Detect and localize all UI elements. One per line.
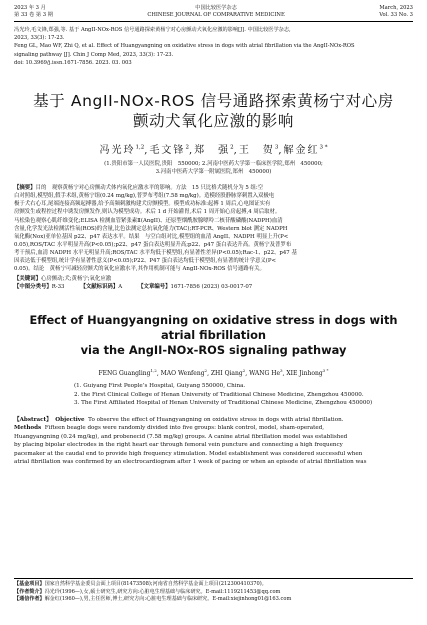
header-divider: [14, 21, 413, 22]
abstract-en-label: 【Abstract】: [14, 417, 52, 424]
title-en-line: Effect of Huangyangning on oxidative stress in dogs with atrial fibrillation: [29, 313, 398, 343]
keywords-label: 【关键词】: [14, 276, 41, 283]
journal-name-cn: 中国比较医学杂志: [195, 5, 237, 11]
affiliations-cn: [14, 161, 413, 176]
objective-label: Objective: [55, 417, 85, 424]
abstract-en: [14, 416, 413, 466]
abstract-cn-line: 0.05),ROS/TAC 水平明显升高(P<0.05);p22、p47 蛋白表达明显升高;p22、p47 蛋白表达升高。黄杨宁及普罗布: [14, 241, 292, 248]
abstract-en-line: 【Abstract】 Objective To observe the effect of Huangyangning on oxidative stress in dogs with atrial fibrillation.: [14, 417, 344, 424]
author-name: 冯光玲: [99, 145, 136, 157]
affiliation-en-line: 3. The First Affiliated Hospital of Henan University of Traditional Chinese Medicine, Zhengzhou 450000): [74, 400, 373, 407]
keywords-text: 心房颤动;犬;黄杨宁;氧化应激: [40, 276, 112, 283]
abstract-cn-line: 含量,化学发光法检测活性氧(ROS)的含量,比色法测定总抗氧化能力(TAC);RT-PCR、Western blot 测定 NADPH: [14, 225, 288, 232]
keywords-cn: [14, 275, 413, 283]
abstract-en-line: pacemaker at the caudal end to provide high frequency stimulation. Model establishment was considered successful when: [14, 450, 363, 457]
header-right: [379, 5, 413, 19]
affiliations-en: [14, 382, 413, 408]
author-affil-mark: 2: [230, 144, 234, 151]
authors-en: FENG Guangling$^{1,2}$, MAO Wenfeng$^2$, ZHI Qiang$^2$, WANG He$^3$, XIE Jinhong$^{3 *}$: [98, 368, 329, 378]
abstract-cn-line: 因表达低于模型组,统计学有显著性意义(P<0.05);P22、P47 蛋白表达均低于模型组,有显著的统计学意义(P<: [14, 258, 276, 265]
author-affil-mark: 1,2: [135, 144, 145, 151]
abstract-cn: [14, 184, 413, 273]
author-affil-mark: 2: [185, 144, 189, 151]
header-volume: 第 33 卷 第 3 期: [14, 12, 53, 18]
abstract-cn-line: 极于犬右心耳,尾端连接高频起搏器,给予高频刺激构建犬房颤模型。模型成功标准:起搏 1 周后,心电图证实有: [14, 201, 271, 208]
affiliation-en-line: 2. the First Clinical College of Henan University of Traditional Chinese Medicine, Zhengzhou 450000.: [74, 391, 364, 398]
running-header: [14, 0, 413, 19]
footnotes: [14, 578, 413, 604]
header-left: [14, 5, 53, 19]
affiliation-line: 3.河南中医药大学第一附属医院,郑州 450000): [155, 168, 272, 175]
affiliation-en-line: (1. Guiyang First People’s Hospital, Guiyang 550000, China.: [74, 383, 246, 390]
abstract-en-line: atrial fibrillation was confirmed by an electrocardiogram after 1 week of pacing or when an episode of atrial fibrillation was: [14, 459, 367, 466]
abstract-cn-line: 马松染色观察心肌纤维变化;ELISA 检测血管紧张素Ⅱ(AngII)、还原型烟酰胺腺嘌呤二核苷酸磷酸(NADPH)血清: [14, 217, 283, 224]
abstract-en-line: by placing bipolar electrodes in the right heart ear through femoral vein puncture and connecting a high frequency: [14, 442, 343, 449]
abstract-en-line: Huangyangning (0.24 mg/kg), and probenecid (7.58 mg/kg) groups. A canine atrial fibrillation model was established: [14, 433, 348, 440]
title-en-line: via the AngII-NOx-ROS signaling pathway: [80, 343, 347, 358]
article-title-en: [14, 313, 413, 358]
author-name: 郑 强: [194, 145, 231, 157]
author-name: 解金红: [283, 145, 320, 157]
header-date: 2023 年 3 月: [14, 5, 46, 11]
author-affil-mark: 3: [274, 144, 279, 151]
abstract-en-line: Methods Fifteen beagle dogs were randomly divided into five groups: blank control, model, sham-operated,: [14, 425, 325, 432]
author-name: 王 贺: [238, 145, 275, 157]
abstract-cn-line: 白对照组,模型组,假手术组,黄杨宁组(0.24 mg/kg),普罗布考组(7.58 mg/kg)。造模经股静脉穿刺置入双极电: [14, 193, 275, 200]
header-center: [147, 5, 284, 19]
affiliation-line: (1.贵阳市第一人民医院,贵阳 550000; 2.河南中医药大学第一临床医学院,郑州 450000;: [104, 161, 323, 168]
abstract-cn-line: 【摘要】目的 观察黄杨宁对心房颤动犬体内氧化应激水平的影响。方法 15 只比格犬随机分为 5 组:空: [14, 185, 264, 192]
classification-codes: [14, 283, 413, 291]
header-date-en: March, 2023: [379, 5, 413, 11]
author-affil-mark: 3 *: [319, 144, 328, 151]
abstract-label: 【摘要】: [14, 185, 36, 192]
clc-code: 【中图分类号】R-33: [14, 284, 65, 291]
article-title-cn: [14, 91, 413, 131]
doi[interactable]: doi: 10.3969/j.issn.1671-7856. 2023. 03. 003: [14, 59, 132, 66]
abstract-cn-line: 氧化酶(Nox)亚单位基因 p22、p47 表达水平。结果 与空白组对比,模型组的血清 AngII、NADPH 明显上升(P<: [14, 233, 289, 240]
citation-line: Feng GL, Mao WF, Zhi Q, et al. Effect of Huangyangning on oxidative stress in dogs with atrial fibrillation via the AngII-NOx-ROS: [14, 43, 355, 50]
abstract-cn-line: 房颤发生或程控过程中诱发房颤发作,则认为模型成功。术后 1 d 开始灌胃,术后 1 周开始心房起搏,4 周后取材。: [14, 209, 281, 216]
citation-block: [14, 26, 413, 67]
journal-name-en: CHINESE JOURNAL OF COMPARATIVE MEDICINE: [147, 12, 285, 18]
author-note: 【作者简介】冯光玲(1996—),女,硕士研究生,研究方向:心脏电生理基础与临床研究。E-mail:1119211453@qq.com: [14, 588, 281, 595]
title-cn-line: 颤动犬氧化应激的影响: [132, 112, 294, 131]
citation-line: signaling pathway [J]. Chin J Comp Med, 2023, 33(3): 17-23.: [14, 51, 174, 58]
authors-cn: 冯光玲$^{1,2}$,毛文锋$^2$,郑 强$^2$,王 贺$^3$,解金红$^{3 *}$: [99, 144, 328, 157]
corresponding-author-note: 【通信作者】解金红(1960—),男,主任医师,博士,研究方向:心脏电生理基础与临床研究。E-mail:xiejinhong01@163.com: [14, 596, 292, 603]
header-volume-en: Vol. 33 No. 3: [379, 12, 413, 18]
citation-line: 冯光玲,毛文锋,郑强,等. 基于 AngII-NOx-ROS 信号通路探索黄杨宁对心房颤动犬氧化应激的影响[J]. 中国比较医学杂志,: [14, 27, 291, 33]
author-name: 毛文锋: [149, 145, 186, 157]
methods-label: Methods: [14, 425, 42, 432]
title-cn-line: 基于 AngII-NOx-ROS 信号通路探索黄杨宁对心房: [33, 92, 394, 111]
abstract-cn-line: 考干预后,血清 NADPH 水平无明显升高;ROS/TAC 水平均低于模型组,有显著性差异(P<0.05);Rac-1、p22、p47 基: [14, 249, 297, 256]
abstract-cn-line: 0.05)。结论 黄杨宁可减轻房颤犬的氧化应激水平,其作用机制可能与 AngII-NOx-ROS 信号通路有关。: [14, 266, 265, 273]
fund-note: 【基金项目】国家自然科学基金委员会面上项目(81473508);河南省自然科学基金面上项目(212300410370)。: [14, 581, 267, 587]
document-code: 【文献标识码】A: [80, 284, 123, 291]
article-number: 【文章编号】1671-7856 (2023) 03-0017-07: [138, 284, 253, 291]
citation-line: 2023, 33(3): 17-23.: [14, 35, 65, 42]
